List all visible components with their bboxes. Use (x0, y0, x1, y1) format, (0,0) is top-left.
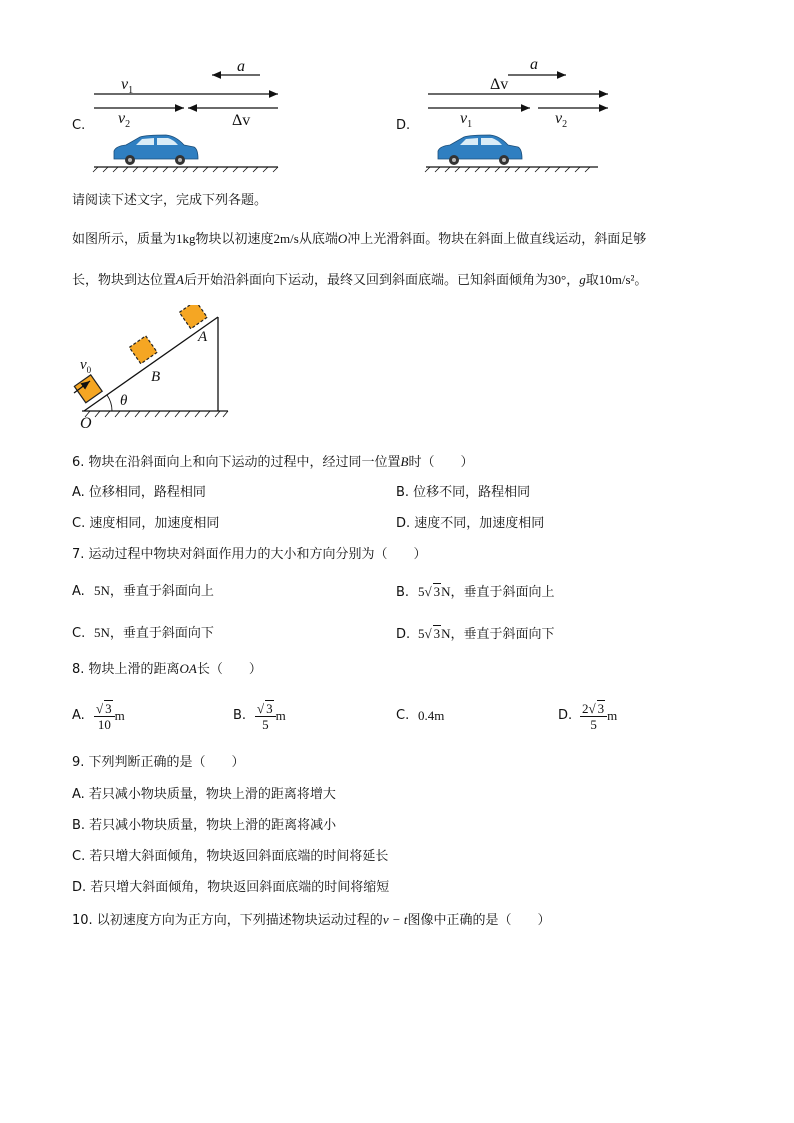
block-at-b (129, 336, 157, 364)
ground-hatch (85, 411, 228, 417)
v2-label: $v_2$ (555, 110, 568, 131)
point-b-label: B (151, 369, 161, 385)
q6-option-c[interactable]: C. 速度相同，加速度相同 (72, 516, 220, 531)
delta-v-label: Δv (490, 76, 509, 93)
q8-option-b[interactable]: B. $\frac{√ 3}{5}$ m (233, 701, 286, 732)
q9-option-a[interactable]: A. 若只减小物块质量，物块上滑的距离将增大 (72, 787, 336, 802)
q6-option-d[interactable]: D. 速度不同，加速度相同 (396, 516, 545, 531)
ground-hatch (425, 167, 590, 172)
q10-stem: 10. 以初速度方向为正方向，下列描述物块运动过程的v − t图像中正确的是（ ） (72, 912, 551, 928)
q9-option-d[interactable]: D. 若只增大斜面倾角，物块返回斜面底端的时间将缩短 (72, 880, 390, 895)
delta-v-label: Δv (232, 112, 251, 129)
passage-line-1: 如图所示，质量为1kg物块以初速度2m/s从底端O冲上光滑斜面。物块在斜面上做直线运动，斜面足够 (72, 231, 647, 247)
intro-text: 请阅读下述文字，完成下列各题。 (72, 193, 268, 208)
q8-option-d[interactable]: D. $\frac{2√ 3}{5}$ m (558, 701, 618, 732)
v1-label: $v_1$ (460, 110, 473, 131)
q8-stem: 8. 物块上滑的距离OA长（ ） (72, 661, 262, 677)
car-icon (114, 135, 198, 165)
q7-option-c[interactable]: C. 5N，垂直于斜面向下 (72, 625, 214, 641)
ground-hatch (93, 167, 278, 172)
option-d-diagram (420, 55, 620, 173)
q9-option-c[interactable]: C. 若只增大斜面倾角，物块返回斜面底端的时间将延长 (72, 849, 389, 864)
q7-option-d[interactable]: D. 5√ 3N，垂直于斜面向下 (396, 626, 555, 642)
q6-option-b[interactable]: B. 位移不同，路程相同 (396, 485, 531, 500)
q7-option-b[interactable]: B. 5√ 3N，垂直于斜面向上 (396, 584, 555, 600)
q9-option-b[interactable]: B. 若只减小物块质量，物块上滑的距离将减小 (72, 818, 337, 833)
passage-line-2: 长，物块到达位置A后开始沿斜面向下运动，最终又回到斜面底端。已知斜面倾角为30°，g取10m/s²。 (72, 272, 648, 288)
block-at-a (179, 305, 207, 329)
car-icon (438, 135, 522, 165)
q9-stem: 9. 下列判断正确的是（ ） (72, 755, 245, 770)
point-a-label: A (198, 329, 208, 345)
option-d-label: D. (396, 118, 411, 133)
q8-option-c[interactable]: C. 0.4m (396, 708, 445, 723)
q6-stem: 6. 物块在沿斜面向上和向下运动的过程中，经过同一位置B时（ ） (72, 454, 474, 470)
angle-arc (107, 395, 112, 411)
v1-label: $v_1$ (121, 76, 134, 97)
q8-option-a[interactable]: A. $\frac{√ 3}{10}$ m (72, 701, 125, 732)
q6-option-a[interactable]: A. 位移相同，路程相同 (72, 485, 206, 500)
v0-label: $v_0$ (80, 357, 92, 375)
q7-option-a[interactable]: A. 5N，垂直于斜面向上 (72, 583, 214, 599)
accel-label: a (530, 56, 538, 73)
v2-label: $v_2$ (118, 110, 131, 131)
accel-label: a (237, 58, 245, 75)
theta-label: θ (120, 393, 128, 409)
q7-stem: 7. 运动过程中物块对斜面作用力的大小和方向分别为（ ） (72, 547, 427, 562)
point-o-label: O (80, 415, 92, 432)
option-c-label: C. (72, 118, 86, 133)
